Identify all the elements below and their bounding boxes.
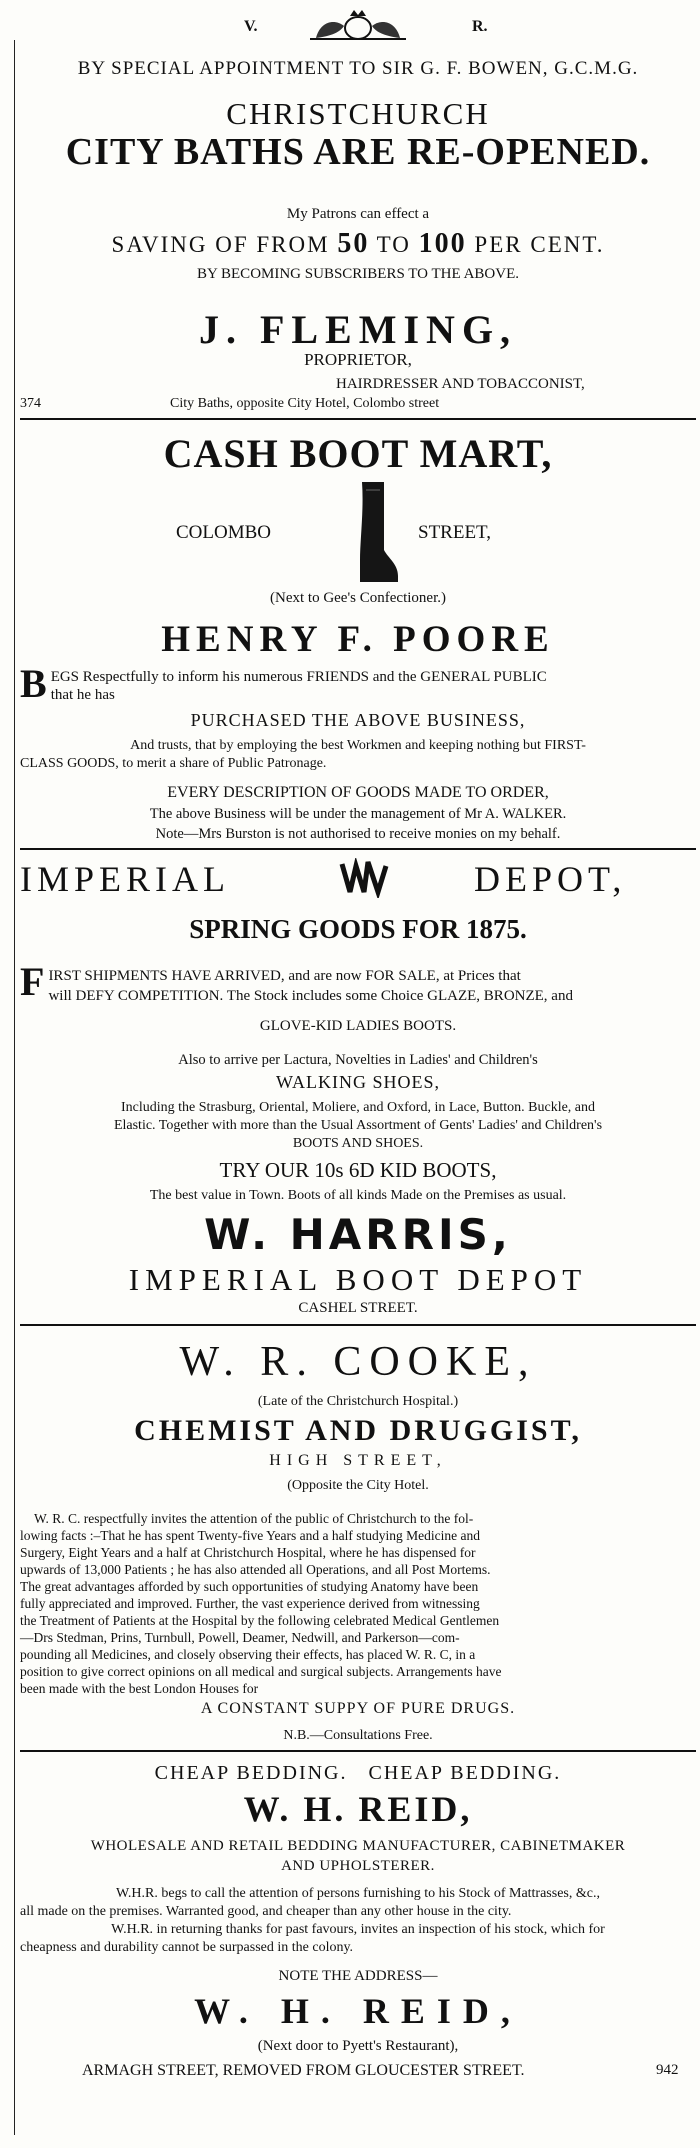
cooke-chemist-ad: [20, 1338, 696, 1796]
imperial-title-left: IMPERIAL: [20, 859, 230, 899]
section-divider: [20, 1750, 696, 1752]
trade-line: HAIRDRESSER AND TOBACCONIST,: [336, 376, 585, 392]
imperial-title-right: DEPOT,: [474, 859, 627, 899]
appointment-line: BY SPECIAL APPOINTMENT TO SIR G. F. BOWEN, G.C.M.G.: [77, 58, 639, 79]
including-line-2: Elastic. Together with more than the Usual Assortment of Gents' Ladies' and Children's: [113, 1118, 603, 1133]
royal-crest-icon: [296, 8, 420, 42]
reid-body-4: cheapness and durability cannot be surpassed in the colony.: [20, 1940, 354, 1955]
reid-body-1: W.H.R. begs to call the attention of persons furnishing to his Stock of Mattrasses, &c.,: [116, 1886, 600, 1901]
body-line: —Drs Stedman, Prins, Turnbull, Powell, Deamer, Nedwill, and Parkerson—com-: [20, 1630, 460, 1645]
reid-name-2: W. H. REID,: [194, 1991, 522, 2031]
management-line: The above Business will be under the management of Mr A. WALKER.: [149, 806, 567, 822]
boots-shoes-line: BOOTS AND SHOES.: [292, 1136, 424, 1151]
body-line: position to give correct opinions on all medical and surgical subjects. Arrangements have: [20, 1664, 502, 1679]
fleming-city-baths-ad: [20, 58, 696, 414]
trusts-line-1: And trusts, that by employing the best Workmen and keeping nothing but FIRST-: [130, 738, 586, 753]
poore-cash-boot-mart-ad: [20, 430, 696, 842]
note-address-line: NOTE THE ADDRESS—: [278, 1968, 438, 1984]
including-line-1: Including the Strasburg, Oriental, Moliere, and Oxford, in Lace, Button. Buckle, and: [120, 1100, 596, 1115]
harris-name: W. HARRIS,: [204, 1210, 512, 1259]
section-divider: [20, 848, 696, 850]
cooke-name: W. R. COOKE,: [179, 1339, 537, 1385]
pure-drugs-line: A CONSTANT SUPPY OF PURE DRUGS.: [200, 1700, 516, 1717]
harris-imperial-boot-depot-ad: [20, 858, 696, 1338]
body-line: lowing facts :–That he has spent Twenty-five Years and a half studying Medicine and: [20, 1528, 480, 1543]
poore-name: HENRY F. POORE: [161, 619, 555, 660]
opposite-line: (Opposite the City Hotel.: [287, 1478, 429, 1493]
saving-b: 100: [418, 228, 467, 259]
spring-goods-line: SPRING GOODS FOR 1875.: [189, 914, 527, 944]
try-kid-boots-line: TRY OUR 10s 6D KID BOOTS,: [219, 1158, 497, 1182]
cashel-street-line: CASHEL STREET.: [298, 1300, 418, 1316]
body-line: W. R. C. respectfully invites the attention of the public of Christchurch to the fol-: [34, 1511, 474, 1526]
cooke-body: [20, 1510, 696, 1697]
body-line: upwards of 13,000 Patients ; he has also attended all Operations, and all Post Mortems.: [20, 1562, 491, 1577]
next-to-line: (Next to Gee's Confectioner.): [270, 590, 446, 606]
high-street-line: HIGH STREET,: [269, 1452, 447, 1469]
reid-trade-line-1: WHOLESALE AND RETAIL BEDDING MANUFACTURER, CABINETMAKER: [90, 1838, 626, 1854]
body-line: fully appreciated and improved. Further, the vast experience derived from witnessing: [20, 1596, 480, 1611]
section-divider: [20, 1324, 696, 1326]
purchased-line: PURCHASED THE ABOVE BUSINESS,: [190, 710, 526, 730]
reid-trade-line-2: AND UPHOLSTERER.: [281, 1858, 435, 1874]
drop-cap: F: [20, 959, 45, 1004]
chemist-line: CHEMIST AND DRUGGIST,: [134, 1414, 582, 1447]
newspaper-page: [6, 0, 694, 2148]
address-line: City Baths, opposite City Hotel, Colombo street: [170, 396, 440, 411]
first-line-2: will DEFY COMPETITION. The Stock includes some Choice GLAZE, BRONZE, and: [48, 988, 573, 1004]
saving-to: TO: [376, 232, 411, 257]
glove-kid-line: GLOVE-KID LADIES BOOTS.: [259, 1018, 457, 1034]
armagh-street-line: ARMAGH STREET, REMOVED FROM GLOUCESTER STREET.: [82, 2062, 525, 2079]
late-of-line: (Late of the Christchurch Hospital.): [257, 1394, 459, 1409]
street-right: STREET,: [418, 522, 492, 543]
begs-line-1: EGS Respectfully to inform his numerous FRIENDS and the GENERAL PUBLIC: [50, 669, 547, 685]
next-door-line: (Next door to Pyett's Restaurant),: [257, 2038, 459, 2054]
first-line-1: IRST SHIPMENTS HAVE ARRIVED, and are now FOR SALE, at Prices that: [48, 968, 521, 984]
reid-bedding-ad: [20, 1762, 696, 2146]
baths-headline: CITY BATHS ARE RE-OPENED.: [65, 131, 651, 173]
body-line: pounding all Medicines, and closely observing their effects, has placed W. R. C, in a: [20, 1647, 476, 1662]
arrive-line: Also to arrive per Lactura, Novelties in Ladies' and Children's: [178, 1052, 538, 1068]
saving-line: [20, 228, 696, 260]
reid-body-3: W.H.R. in returning thanks for past favours, invites an inspection of his stock, which for: [111, 1922, 605, 1937]
saving-pre: SAVING OF FROM: [111, 232, 330, 257]
walking-shoes-line: WALKING SHOES,: [276, 1072, 440, 1092]
every-description-line: EVERY DESCRIPTION OF GOODS MADE TO ORDER,: [167, 784, 549, 801]
royal-header: [20, 4, 696, 44]
cheap-bedding-line: CHEAP BEDDING. CHEAP BEDDING.: [154, 1762, 562, 1784]
first-shipments-paragraph: [20, 959, 696, 1006]
note-line: Note—Mrs Burston is not authorised to receive monies on my behalf.: [155, 826, 561, 842]
boot-mart-title: CASH BOOT MART,: [163, 431, 553, 476]
best-value-line: The best value in Town. Boots of all kinds Made on the Premises as usual.: [149, 1188, 567, 1203]
street-left: COLOMBO: [176, 522, 272, 543]
ad-number: 374: [20, 396, 41, 411]
left-column-rule: [14, 40, 15, 2135]
patrons-line: My Patrons can effect a: [286, 206, 430, 222]
header-right-letter: R.: [472, 18, 488, 35]
subscribers-line: BY BECOMING SUBSCRIBERS TO THE ABOVE.: [196, 266, 519, 282]
body-line: Surgery, Eight Years and a half at Christchurch Hospital, where he has dispensed for: [20, 1545, 476, 1560]
drop-cap: B: [20, 661, 47, 706]
reid-name: W. H. REID,: [243, 1789, 473, 1829]
ad-number: 942: [656, 2062, 679, 2078]
begs-paragraph: [20, 661, 696, 706]
body-line: the Treatment of Patients at the Hospital by the following celebrated Medical Gentlemen: [20, 1613, 500, 1628]
begs-line-2: that he has: [50, 687, 115, 703]
body-line: been made with the best London Houses for: [20, 1681, 259, 1696]
proprietor-line: PROPRIETOR,: [304, 350, 412, 369]
boot-depot-line: IMPERIAL BOOT DEPOT: [128, 1262, 588, 1297]
saving-a: 50: [337, 228, 370, 259]
boot-icon: [354, 480, 400, 584]
reid-body-2: all made on the premises. Warranted good, and cheaper than any other house in the city.: [20, 1904, 512, 1919]
section-divider: [20, 418, 696, 420]
crown-emblem-icon: [338, 858, 392, 898]
header-left-letter: V.: [244, 18, 258, 35]
city-name: CHRISTCHURCH: [226, 96, 490, 131]
fleming-name: J. FLEMING,: [198, 307, 518, 352]
body-line: The great advantages afforded by such opportunities of studying Anatomy have been: [20, 1579, 479, 1594]
consultations-line: N.B.—Consultations Free.: [283, 1728, 433, 1743]
trusts-line-2: CLASS GOODS, to merit a share of Public Patronage.: [20, 756, 327, 771]
saving-post: PER CENT.: [474, 232, 605, 257]
